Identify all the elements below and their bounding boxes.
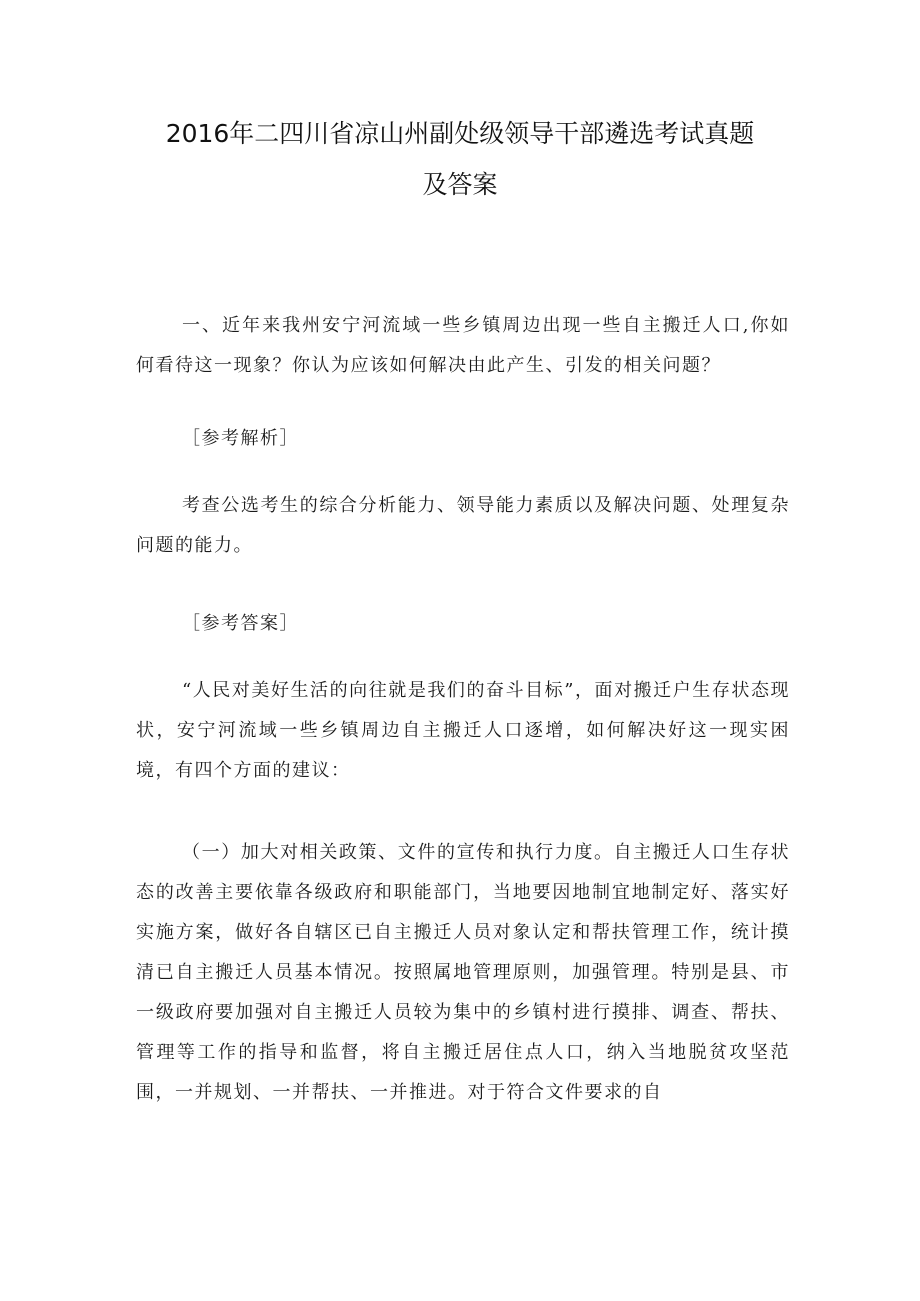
document-title-line2: 及答案 (422, 170, 498, 199)
analysis-label: ［参考解析］ (182, 428, 299, 449)
answer-point-1: （一）加大对相关政策、文件的宣传和执行力度。自主搬迁人口生存状态的改善主要依靠各级政府和职能部门，当地要因地制宜地制定好、落实好实施方案，做好各自辖区已自主搬迁人员对象认定和帮扶管理工作，统计摸清已自主搬迁人员基本情况。按照属地管理原则，加强管理。特别是县、市一级政府要加强对自主搬迁人员较为集中的乡镇村进行摸排、调查、帮扶、管理等工作的指导和监督，将自主搬迁居住点人口，纳入当地脱贫攻坚范围，一并规划、一并帮扶、一并推进。对于符合文件要求的自 (136, 842, 790, 1103)
question-1: 一、近年来我州安宁河流域一些乡镇周边出现一些自主搬迁人口,你如何看待这一现象？你认为应该如何解决由此产生、引发的相关问题？ (136, 315, 790, 376)
answer-label: ［参考答案］ (182, 613, 299, 634)
analysis-text: 考查公选考生的综合分析能力、领导能力素质以及解决问题、处理复杂问题的能力。 (136, 495, 790, 556)
document-title-line1: 2016年二四川省凉山州副处级领导干部遴选考试真题 (165, 119, 755, 148)
answer-intro: “人民对美好生活的向往就是我们的奋斗目标”，面对搬迁户生存状态现状，安宁河流域一些乡镇周边自主搬迁人口逐增，如何解决好这一现实困境，有四个方面的建议： (136, 680, 790, 781)
